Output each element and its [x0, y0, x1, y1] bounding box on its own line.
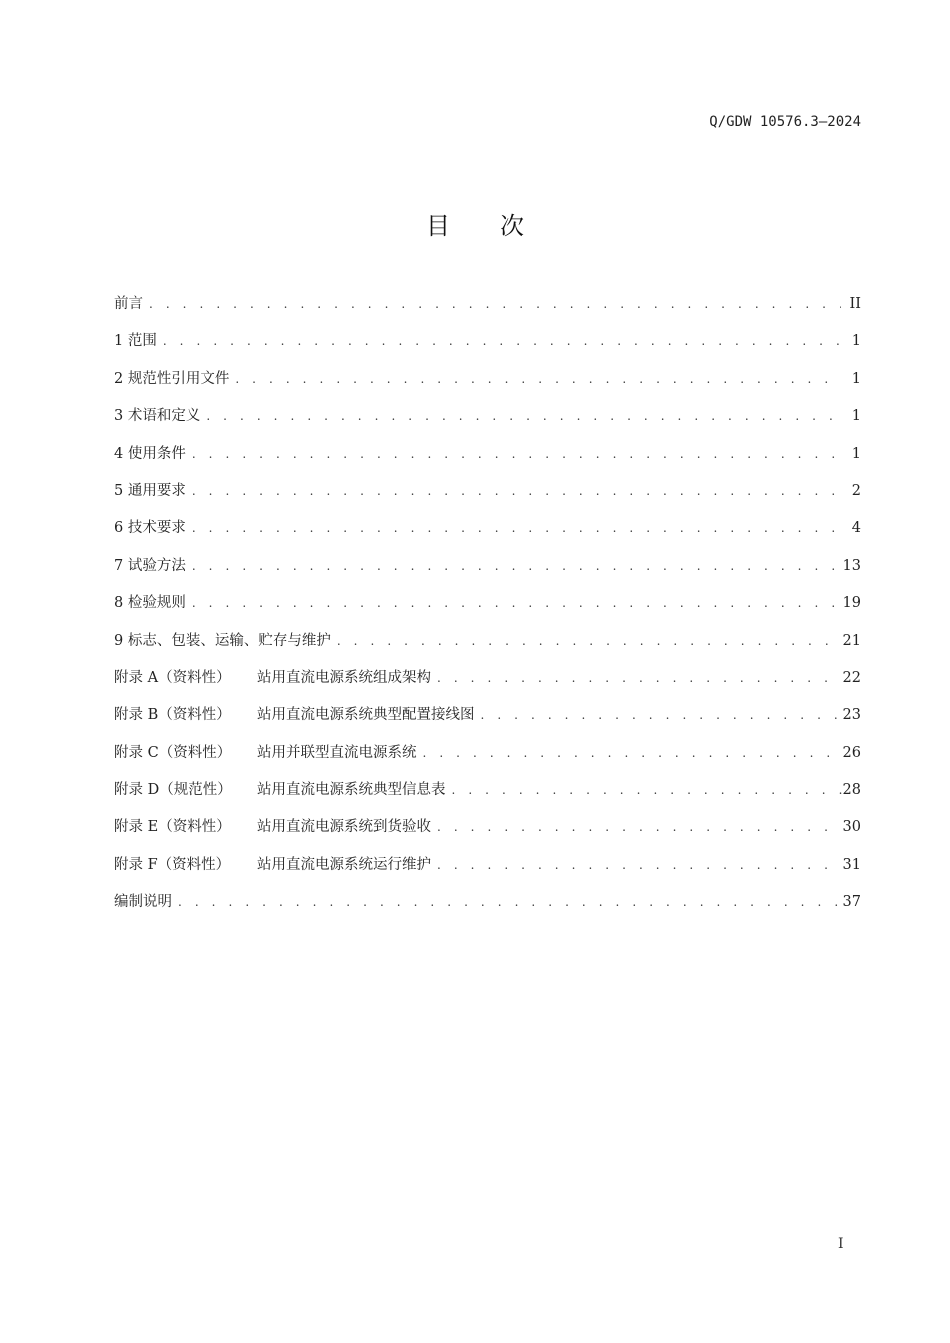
appendix-title: 站用直流电源系统运行维护	[257, 856, 431, 873]
appendix-title: 站用直流电源系统典型信息表	[257, 782, 446, 799]
toc-entry-test-methods[interactable]	[114, 554, 861, 591]
toc-leader-dots	[235, 367, 841, 391]
toc-entry-label: 1 范围	[114, 333, 157, 350]
appendix-prefix: 附录 C（资料性）	[114, 744, 232, 761]
toc-entry-inspection-rules[interactable]	[114, 591, 861, 628]
toc-appendix-label	[114, 815, 431, 839]
toc-entry-page: 37	[842, 894, 861, 911]
toc-entry-page: 1	[851, 333, 861, 350]
toc-leader-dots	[423, 741, 842, 765]
toc-leader-dots	[206, 404, 841, 428]
table-of-contents	[114, 292, 861, 928]
title-char-2: 次	[500, 212, 524, 240]
appendix-prefix: 附录 B（资料性）	[114, 707, 231, 724]
toc-entry-foreword[interactable]	[114, 292, 861, 329]
toc-leader-dots	[192, 554, 837, 578]
appendix-title: 站用直流电源系统典型配置接线图	[257, 707, 475, 724]
toc-entry-scope[interactable]	[114, 329, 861, 366]
toc-leader-dots	[481, 703, 842, 727]
document-code: Q/GDW 10576.3—2024	[709, 114, 861, 130]
toc-appendix-b[interactable]	[114, 703, 861, 740]
toc-entry-page: 26	[842, 744, 861, 761]
toc-entry-terms-definitions[interactable]	[114, 404, 861, 441]
toc-appendix-d[interactable]	[114, 778, 861, 815]
toc-entry-page: 21	[842, 632, 861, 649]
toc-entry-conditions-of-use[interactable]	[114, 442, 861, 479]
toc-entry-page: 1	[851, 408, 861, 425]
toc-leader-dots	[192, 516, 841, 540]
toc-entry-page: 30	[842, 819, 861, 836]
toc-entry-compilation-notes[interactable]	[114, 890, 861, 927]
toc-appendix-a[interactable]	[114, 666, 861, 703]
appendix-prefix: 附录 F（资料性）	[114, 856, 231, 873]
toc-entry-label: 3 术语和定义	[114, 408, 201, 425]
title-char-1: 目	[426, 212, 450, 240]
appendix-title: 站用直流电源系统组成架构	[257, 669, 431, 686]
toc-entry-page: 31	[842, 856, 861, 873]
toc-entry-label: 9 标志、包装、运输、贮存与维护	[114, 632, 331, 649]
toc-entry-page: 1	[851, 445, 861, 462]
toc-appendix-c[interactable]	[114, 741, 861, 778]
appendix-prefix: 附录 A（资料性）	[114, 669, 231, 686]
toc-leader-dots	[452, 778, 842, 802]
toc-entry-page: 23	[842, 707, 861, 724]
toc-leader-dots	[337, 629, 837, 653]
toc-leader-dots	[149, 292, 841, 316]
toc-leader-dots	[437, 815, 842, 839]
toc-appendix-e[interactable]	[114, 815, 861, 852]
toc-entry-label: 编制说明	[114, 894, 172, 911]
page-number: I	[838, 1236, 844, 1252]
appendix-prefix: 附录 E（资料性）	[114, 819, 231, 836]
toc-entry-page: 28	[842, 782, 861, 799]
toc-appendix-label	[114, 778, 446, 802]
toc-entry-label: 前言	[114, 296, 143, 312]
toc-entry-page: II	[849, 296, 861, 312]
toc-leader-dots	[163, 329, 841, 353]
toc-leader-dots	[192, 479, 841, 503]
toc-entry-page: 13	[842, 557, 861, 574]
appendix-prefix: 附录 D（规范性）	[114, 782, 232, 799]
appendix-title: 站用并联型直流电源系统	[257, 744, 417, 761]
toc-leader-dots	[437, 853, 842, 877]
toc-entry-page: 19	[842, 595, 861, 612]
toc-entry-marking-packaging[interactable]	[114, 629, 861, 666]
toc-leader-dots	[192, 591, 837, 615]
toc-leader-dots	[437, 666, 842, 690]
toc-appendix-label	[114, 703, 475, 727]
toc-entry-page: 22	[842, 669, 861, 686]
toc-entry-label: 7 试验方法	[114, 557, 186, 574]
toc-appendix-f[interactable]	[114, 853, 861, 890]
toc-appendix-label	[114, 666, 431, 690]
toc-entry-label: 4 使用条件	[114, 445, 186, 462]
toc-entry-normative-references[interactable]	[114, 367, 861, 404]
toc-entry-technical-requirements[interactable]	[114, 516, 861, 553]
toc-entry-general-requirements[interactable]	[114, 479, 861, 516]
toc-entry-label: 8 检验规则	[114, 595, 186, 612]
toc-entry-label: 5 通用要求	[114, 482, 186, 499]
appendix-title: 站用直流电源系统到货验收	[257, 819, 431, 836]
toc-entry-page: 2	[851, 482, 861, 499]
page-title	[0, 206, 950, 241]
toc-entry-page: 1	[851, 370, 861, 387]
toc-entry-page: 4	[851, 520, 861, 537]
toc-leader-dots	[192, 442, 841, 466]
toc-appendix-label	[114, 741, 417, 765]
toc-entry-label: 2 规范性引用文件	[114, 370, 230, 387]
toc-appendix-label	[114, 853, 431, 877]
toc-entry-label: 6 技术要求	[114, 520, 186, 537]
toc-leader-dots	[178, 890, 842, 914]
